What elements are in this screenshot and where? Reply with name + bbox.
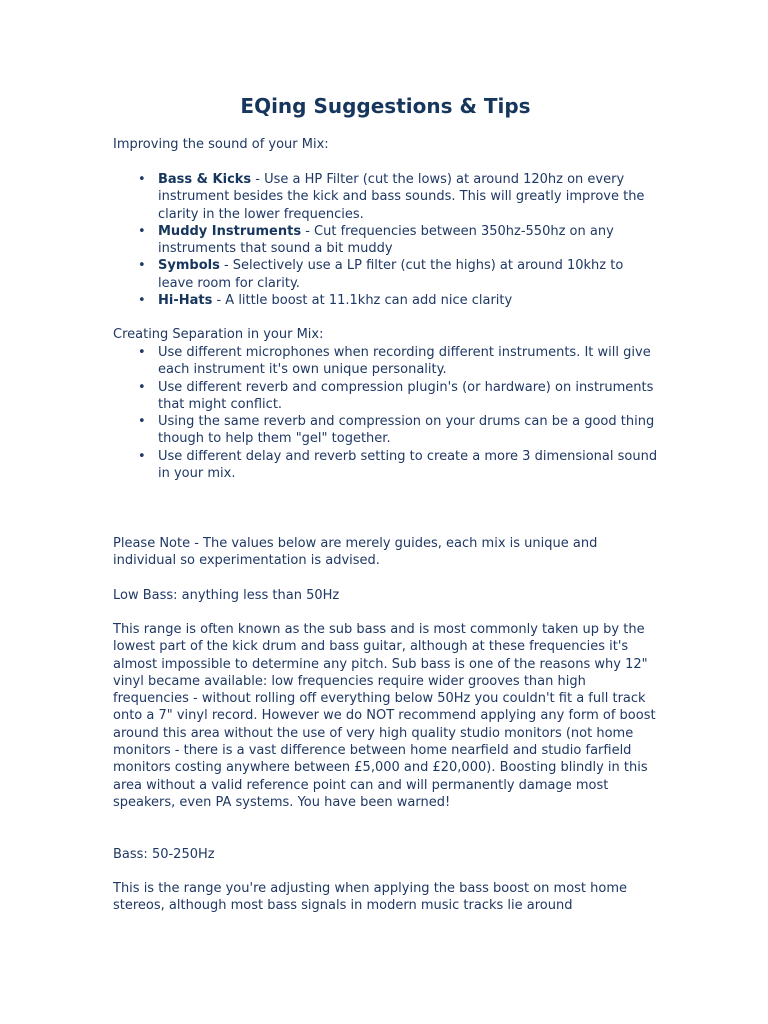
list-item-text: - A little boost at 11.1khz can add nice clarity xyxy=(212,293,513,309)
tips-list xyxy=(113,171,658,309)
list-item-text: - Selectively use a LP filter (cut the highs) at around 10khz to leave room for clarity. xyxy=(158,258,624,291)
list-item xyxy=(113,171,658,223)
bullet-icon: • xyxy=(138,414,146,430)
bullet-icon: • xyxy=(138,345,146,360)
list-item xyxy=(113,292,658,309)
section-heading-separation: Creating Separation in your Mix: xyxy=(113,327,324,342)
list-item xyxy=(113,223,658,258)
list-item-term: Bass & Kicks xyxy=(158,172,252,187)
bullet-icon: • xyxy=(138,379,146,395)
bullet-icon: • xyxy=(138,223,146,239)
please-note-paragraph: Please Note - The values below are merely guides, each mix is unique and individual so experimentation is advised. xyxy=(113,536,598,569)
list-item-text: Use different microphones when recording different instruments. It will give each instrument it's own unique personality. xyxy=(158,345,651,378)
bass-paragraph: This is the range you're adjusting when applying the bass boost on most home stereos, although most bass signals in modern music tracks lie around xyxy=(113,881,628,914)
list-item-text: Use different delay and reverb setting to create a more 3 dimensional sound in your mix. xyxy=(158,448,658,482)
list-item xyxy=(113,413,658,448)
section-heading-improving: Improving the sound of your Mix: xyxy=(113,137,329,152)
list-item-text: Using the same reverb and compression on your drums can be a good thing though to help them "gel" together. xyxy=(158,414,655,447)
list-item-text: Use different reverb and compression plugin's (or hardware) on instruments that might conflict. xyxy=(158,379,654,412)
list-item xyxy=(113,448,658,483)
bullet-icon: • xyxy=(138,293,146,309)
bullet-icon: • xyxy=(138,448,146,464)
list-item-text: - Use a HP Filter (cut the lows) at around 120hz on every instrument besides the kick and bass sounds. This will greatly improve the clarity in the lower frequencies. xyxy=(158,172,645,222)
low-bass-paragraph: This range is often known as the sub bass and is most commonly taken up by the lowest part of the kick drum and bass guitar, although at these frequencies it's almost impossible to determine any pitch. Sub bass is one of the reasons why 12" vinyl became available: low frequencies require wider grooves than high frequencies - without rolling off everything below 50Hz you couldn't fit a full track onto a 7" vinyl record. However we do NOT recommend applying any form of boost around this area without the use of very high quality studio monitors (not home monitors - there is a vast difference between home nearfield and studio farfield monitors costing anywhere between £5,000 and £20,000). Boosting blindly in this area without a valid reference point can and will permanently damage most speakers, even PA systems. You have been warned! xyxy=(113,622,656,810)
list-item xyxy=(113,379,658,414)
list-item xyxy=(113,344,658,379)
separation-list xyxy=(113,344,658,482)
low-bass-heading: Low Bass: anything less than 50Hz xyxy=(113,588,340,603)
bullet-icon: • xyxy=(138,172,146,187)
list-item-text: - Cut frequencies between 350hz-550hz on any instruments that sound a bit muddy xyxy=(158,223,614,257)
list-item-term: Muddy Instruments xyxy=(158,223,302,239)
list-item xyxy=(113,257,658,292)
page-title: EQing Suggestions & Tips xyxy=(240,94,531,118)
list-item-term: Hi-Hats xyxy=(158,293,213,309)
bullet-icon: • xyxy=(138,258,146,274)
list-item-term: Symbols xyxy=(158,258,220,274)
bass-heading: Bass: 50-250Hz xyxy=(113,847,215,862)
